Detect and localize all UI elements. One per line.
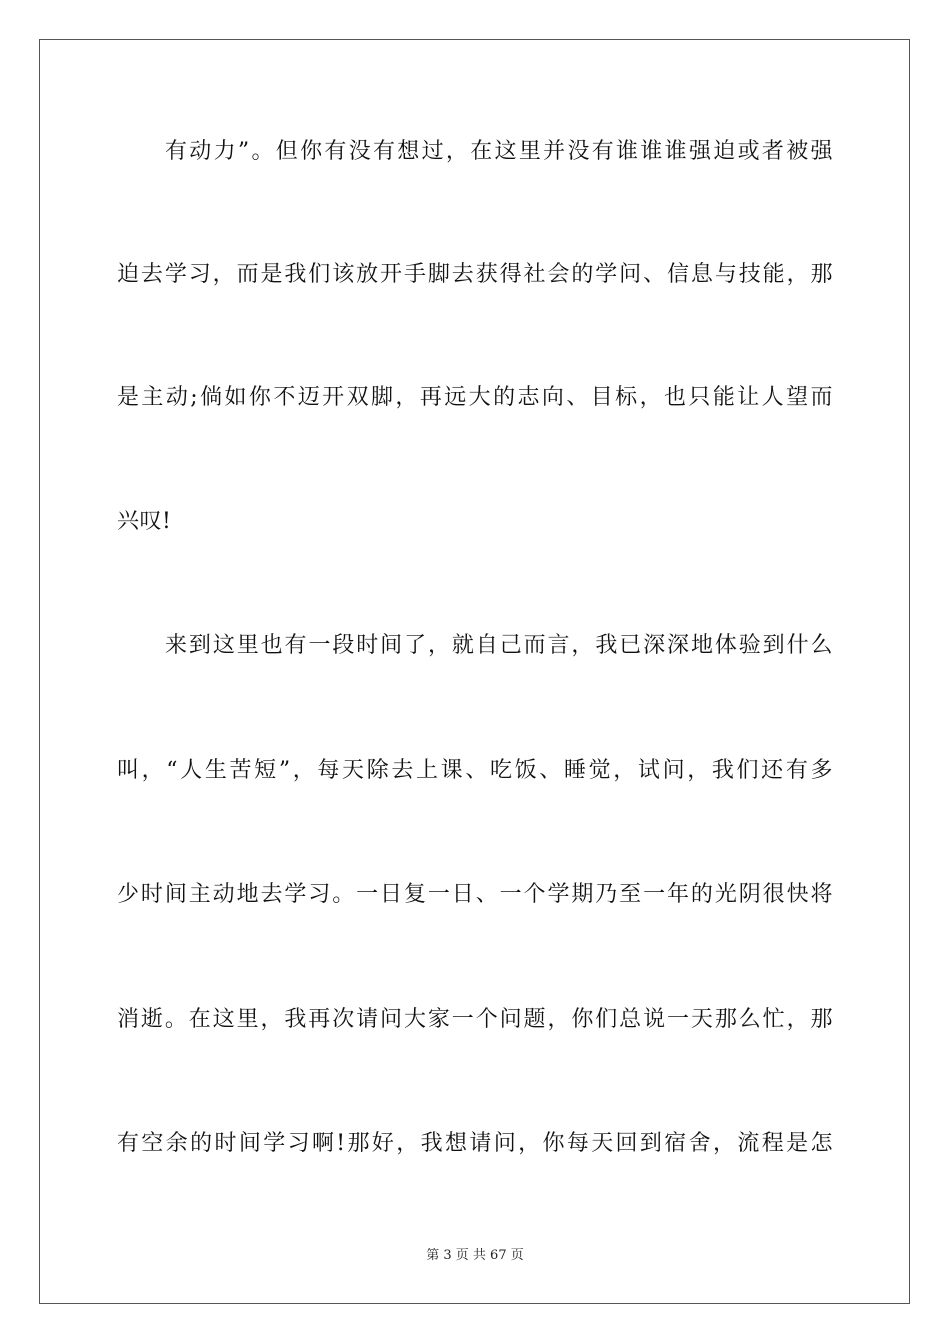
text-line-5: 来到这里也有一段时间了，就自己而言，我已深深地体验到什么	[165, 633, 833, 658]
text-line-8: 消逝。在这里，我再次请问大家一个问题，你们总说一天那么忙，那	[117, 1007, 833, 1032]
text-line-9: 有空余的时间学习啊!那好，我想请问，你每天回到宿舍，流程是怎	[117, 1131, 833, 1156]
page-number-footer: 第 3 页 共 67 页	[426, 1248, 524, 1263]
page-border	[39, 39, 910, 1304]
text-line-1: 有动力”。但你有没有想过，在这里并没有谁谁谁强迫或者被强	[165, 139, 833, 164]
text-line-7: 少时间主动地去学习。一日复一日、一个学期乃至一年的光阴很快将	[117, 882, 833, 907]
text-line-3: 是主动;倘如你不迈开双脚，再远大的志向、目标，也只能让人望而	[117, 385, 833, 410]
text-line-4: 兴叹!	[117, 509, 172, 534]
text-line-6: 叫，“人生苦短”，每天除去上课、吃饭、睡觉，试问，我们还有多	[117, 758, 833, 783]
text-line-2: 迫去学习，而是我们该放开手脚去获得社会的学问、信息与技能，那	[117, 262, 833, 287]
